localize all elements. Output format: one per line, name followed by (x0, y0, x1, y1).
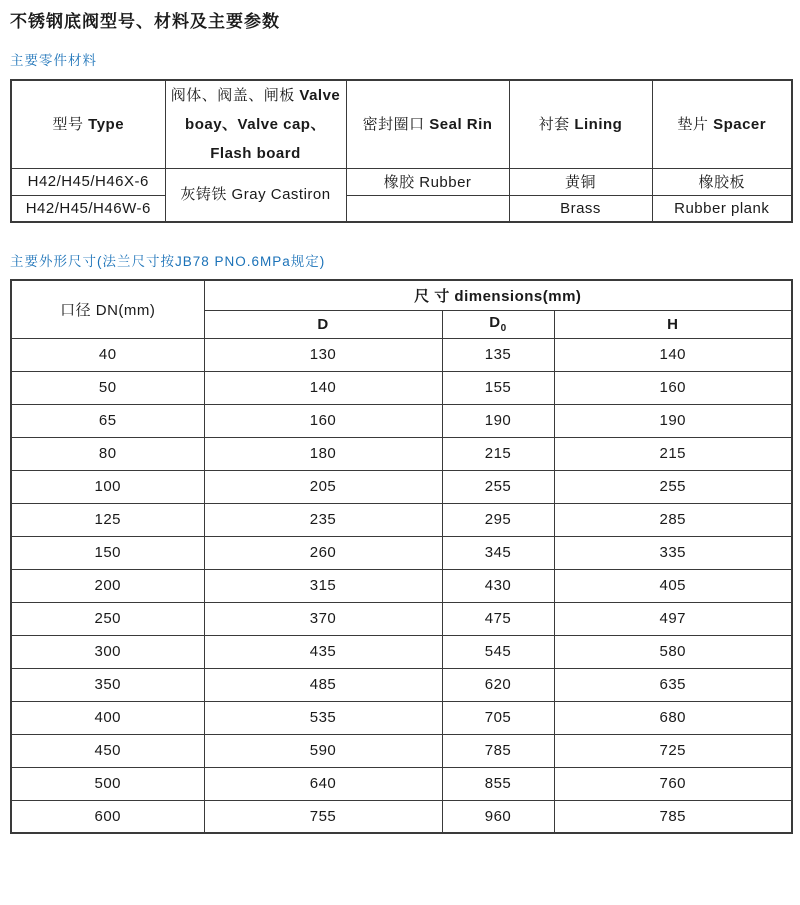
body-material-value: 灰铸铁 Gray Castiron (165, 168, 346, 222)
h-value: 190 (554, 404, 792, 437)
d0-value: 345 (442, 536, 554, 569)
h-value: 760 (554, 767, 792, 800)
h-value: 680 (554, 701, 792, 734)
dn-value: 500 (11, 767, 204, 800)
body-header-zh: 阀体、阀盖、闸板 (170, 86, 295, 104)
dimensions-header-row-1 (11, 280, 792, 310)
d-value: 640 (204, 767, 442, 800)
materials-section-heading: 主要零件材料 (10, 53, 97, 69)
table-row (11, 668, 792, 701)
type-header-zh: 型号 (52, 115, 84, 133)
d-value: 485 (204, 668, 442, 701)
h-value: 285 (554, 503, 792, 536)
materials-header-row (11, 80, 792, 169)
h-value: 497 (554, 602, 792, 635)
table-row (11, 338, 792, 371)
d-value: 435 (204, 635, 442, 668)
d0-value: 430 (442, 569, 554, 602)
d0-value: 855 (442, 767, 554, 800)
d-value: 140 (204, 371, 442, 404)
d-value: 315 (204, 569, 442, 602)
materials-table (10, 79, 793, 224)
table-row (11, 701, 792, 734)
table-row (11, 437, 792, 470)
h-value: 335 (554, 536, 792, 569)
d-value: 755 (204, 800, 442, 833)
seal-value-1: 橡胶 Rubber (346, 168, 509, 195)
page-title: 不锈钢底阀型号、材料及主要参数 (10, 12, 280, 31)
h-value: 215 (554, 437, 792, 470)
d0-value: 215 (442, 437, 554, 470)
table-row (11, 503, 792, 536)
d0-value: 785 (442, 734, 554, 767)
d0-value: 155 (442, 371, 554, 404)
d0-value: 135 (442, 338, 554, 371)
d-value: 590 (204, 734, 442, 767)
dn-column-header: 口径 DN(mm) (11, 280, 204, 338)
d-value: 260 (204, 536, 442, 569)
d0-value: 295 (442, 503, 554, 536)
seal-header-zh: 密封圈口 (362, 115, 425, 133)
type-value-2: H42/H45/H46W-6 (11, 195, 165, 222)
table-row (11, 470, 792, 503)
seal-value-2 (346, 195, 509, 222)
materials-col-seal (346, 80, 509, 169)
type-header-en: Type (88, 115, 125, 133)
dn-value: 65 (11, 404, 204, 437)
h-value: 160 (554, 371, 792, 404)
d0-value: 960 (442, 800, 554, 833)
d-value: 535 (204, 701, 442, 734)
lining-header-en: Lining (574, 115, 623, 133)
table-row (11, 404, 792, 437)
table-row (11, 734, 792, 767)
dn-value: 50 (11, 371, 204, 404)
dn-value: 150 (11, 536, 204, 569)
d-column-header: D (204, 310, 442, 338)
h-value: 580 (554, 635, 792, 668)
d0-value: 475 (442, 602, 554, 635)
d0-value: 620 (442, 668, 554, 701)
table-row (11, 635, 792, 668)
h-value: 725 (554, 734, 792, 767)
table-row (11, 602, 792, 635)
dn-value: 300 (11, 635, 204, 668)
table-row (11, 569, 792, 602)
dimensions-group-header: 尺 寸 dimensions(mm) (204, 280, 792, 310)
h-value: 140 (554, 338, 792, 371)
h-value: 635 (554, 668, 792, 701)
d-value: 235 (204, 503, 442, 536)
seal-header-en: Seal Rin (429, 115, 493, 133)
dn-value: 600 (11, 800, 204, 833)
d-value: 180 (204, 437, 442, 470)
lining-value-1: 黄铜 (509, 168, 652, 195)
h-value: 255 (554, 470, 792, 503)
materials-col-lining (509, 80, 652, 169)
table-row (11, 767, 792, 800)
spacer-value-2: Rubber plank (652, 195, 792, 222)
dn-value: 250 (11, 602, 204, 635)
dn-value: 100 (11, 470, 204, 503)
dimensions-table (10, 279, 793, 834)
materials-col-spacer (652, 80, 792, 169)
d0-value: 255 (442, 470, 554, 503)
d-value: 205 (204, 470, 442, 503)
dn-value: 125 (11, 503, 204, 536)
spacer-header-zh: 垫片 (677, 115, 709, 133)
table-row (11, 371, 792, 404)
body-header-en: Valve boay、Valve cap、Flash board (185, 86, 341, 162)
spacer-value-1: 橡胶板 (652, 168, 792, 195)
d0-value: 190 (442, 404, 554, 437)
materials-row-2 (11, 195, 792, 222)
dn-value: 450 (11, 734, 204, 767)
dn-value: 200 (11, 569, 204, 602)
dn-value: 350 (11, 668, 204, 701)
materials-col-type (11, 80, 165, 169)
dn-value: 400 (11, 701, 204, 734)
d0-value: 705 (442, 701, 554, 734)
spacer-header-en: Spacer (713, 115, 767, 133)
lining-value-2: Brass (509, 195, 652, 222)
d0-value: 545 (442, 635, 554, 668)
dn-value: 80 (11, 437, 204, 470)
d0-column-header: $D_0$ (442, 310, 554, 338)
materials-col-body (165, 80, 346, 169)
materials-row-1 (11, 168, 792, 195)
h-value: 405 (554, 569, 792, 602)
type-value-1: H42/H45/H46X-6 (11, 168, 165, 195)
d-value: 130 (204, 338, 442, 371)
table-row (11, 536, 792, 569)
lining-header-zh: 衬套 (538, 115, 570, 133)
h-value: 785 (554, 800, 792, 833)
h-column-header: H (554, 310, 792, 338)
d-value: 160 (204, 404, 442, 437)
dimensions-section-heading: 主要外形尺寸(法兰尺寸按JB78 PNO.6MPa规定) (10, 254, 326, 270)
table-row (11, 800, 792, 833)
dn-value: 40 (11, 338, 204, 371)
d-value: 370 (204, 602, 442, 635)
